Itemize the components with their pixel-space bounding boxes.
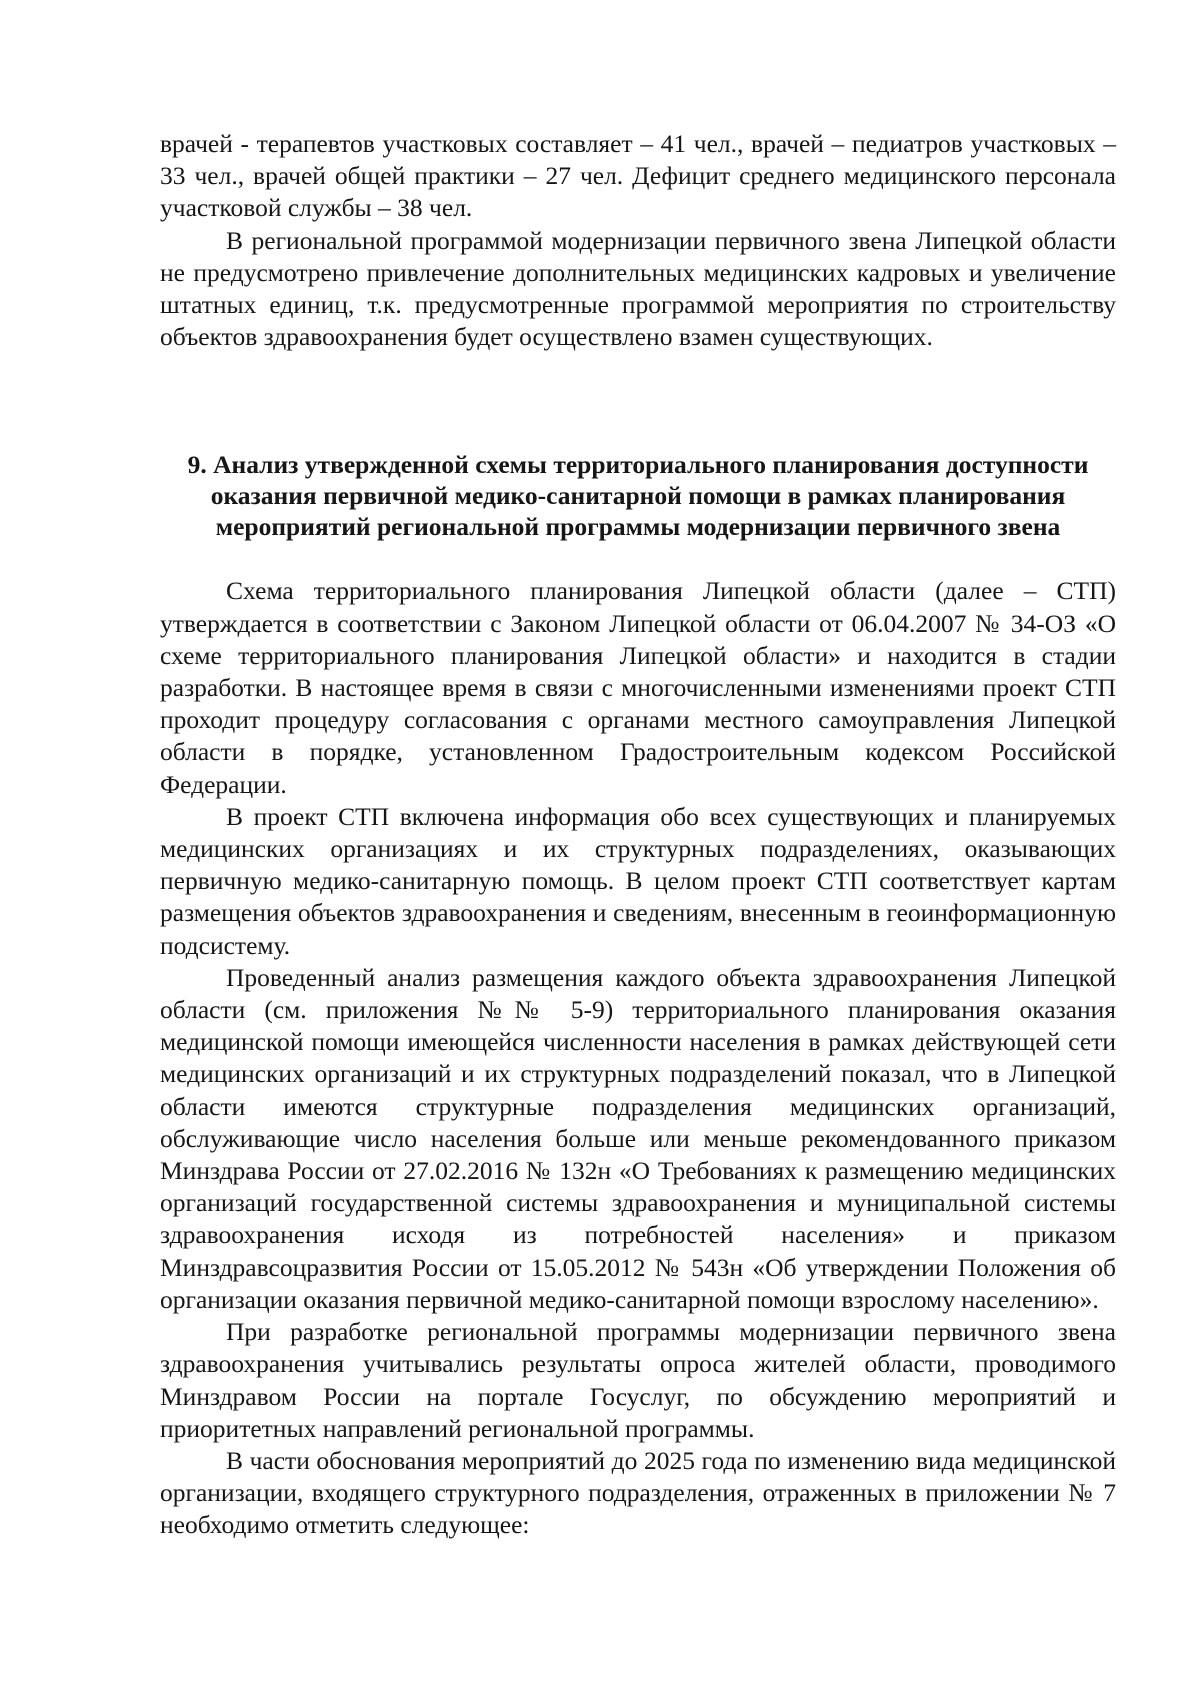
paragraph-staff-deficit: врачей - терапевтов участковых составляет – 41 чел., врачей – педиатров участковых – 33 чел., врачей общей практики – 27 чел. Дефицит среднего медицинского персонала участковой службы – 38 чел.	[160, 129, 1116, 223]
document-page	[160, 128, 1116, 1542]
section-heading: 9. Анализ утвержденной схемы территориального планирования доступности оказания первичной медико-санитарной помощи в рамках планирования мероприятий региональной программы модернизации первичного звена	[187, 450, 1089, 542]
paragraph-stp-scheme: Схема территориального планирования Липецкой области (далее – СТП) утверждается в соответствии с Законом Липецкой области от 06.04.2007 № 34-ОЗ «О схеме территориального планирования Липецкой области» и находится в стадии разработки. В настоящее время в связи с многочисленными изменениями проект СТП проходит процедуру согласования с органами местного самоуправления Липецкой области в порядке, установленном Градостроительным кодексом Российской Федерации.	[160, 576, 1116, 799]
paragraph-survey: При разработке региональной программы модернизации первичного звена здравоохранения учитывались результаты опроса жителей области, проводимого Минздравом России на портале Госуслуг, по обсуждению мероприятий и приоритетных направлений региональной программы.	[160, 1317, 1116, 1443]
paragraph-stp-content: В проект СТП включена информация обо всех существующих и планируемых медицинских организациях и их структурных подразделениях, оказывающих первичную медико-санитарную помощь. В целом проект СТП соответствует картам размещения объектов здравоохранения и сведениям, внесенным в геоинформационную подсистему.	[160, 801, 1116, 960]
paragraph-regional-program: В региональной программой модернизации первичного звена Липецкой области не предусмотрено привлечение дополнительных медицинских кадровых и увеличение штатных единиц, т.к. предусмотренные программой мероприятия по строительству объектов здравоохранения будет осуществлено взамен существующих.	[160, 225, 1116, 352]
paragraph-justification: В части обоснования мероприятий до 2025 года по изменению вида медицинской организации, входящего структурного подразделения, отраженных в приложении № 7 необходимо отметить следующее:	[160, 1445, 1116, 1540]
section-spacer	[160, 542, 1116, 575]
paragraph-placement-analysis: Проведенный анализ размещения каждого объекта здравоохранения Липецкой области (см. приложения №№ 5-9) территориального планирования оказания медицинской помощи имеющейся численности населения в рамках действующей сети медицинских организаций и их структурных подразделений показал, что в Липецкой области имеются структурные подразделения медицинских организаций, обслуживающие число населения больше или меньше рекомендованного приказом Минздрава России от 27.02.2016 № 132н «О Требованиях к размещению медицинских организаций государственной системы здравоохранения и муниципальной системы здравоохранения исходя из потребностей населения» и приказом Минздравсоцразвития России от 15.05.2012 № 543н «Об утверждении Положения об организации оказания первичной медико-санитарной помощи взрослому населению».	[160, 962, 1116, 1314]
